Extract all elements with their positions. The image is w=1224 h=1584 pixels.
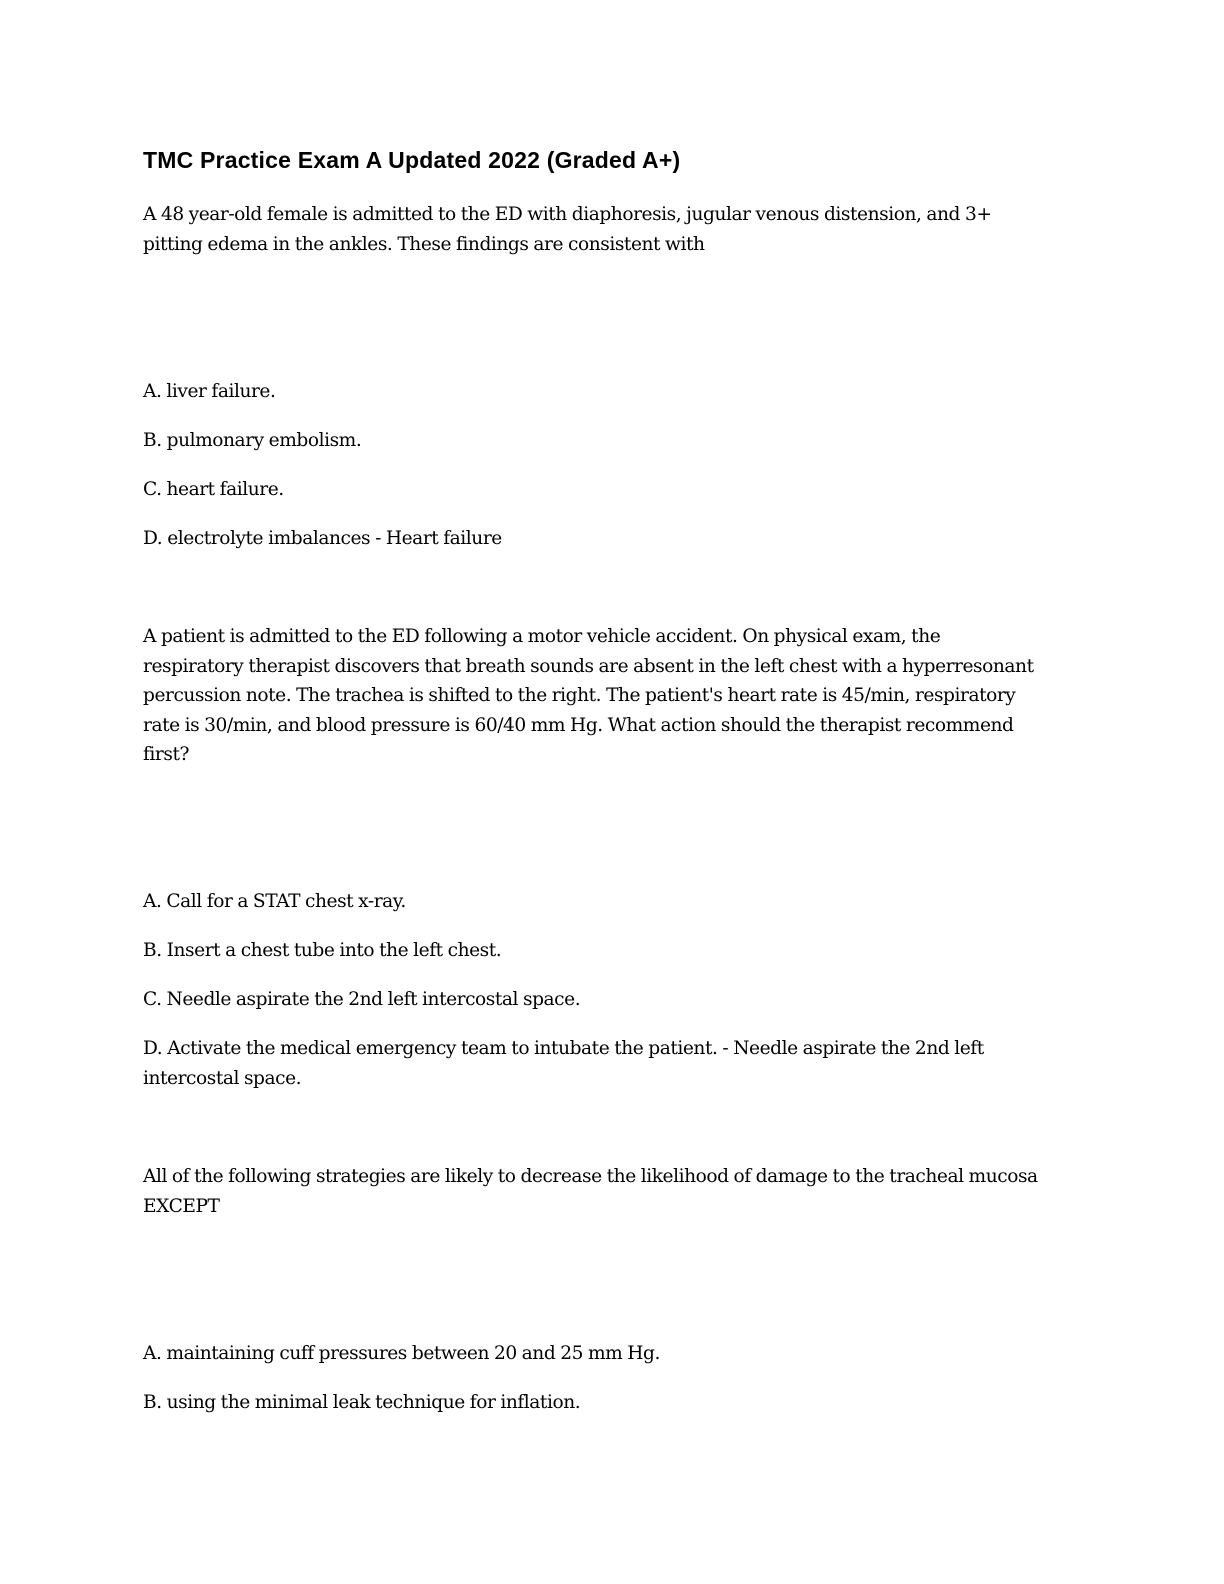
question-1-option-c	[143, 475, 1073, 505]
question-3-option-b	[143, 1388, 1073, 1418]
question-2-stem-line-1: A patient is admitted to the ED following a motor vehicle accident. On physical exam, the	[143, 626, 941, 647]
question-1-stem-line-2: pitting edema in the ankles. These findings are consistent with	[143, 233, 705, 255]
question-1-stem	[143, 200, 1073, 259]
question-2-option-a	[143, 887, 1073, 917]
option-text: B. using the minimal leak technique for inflation.	[143, 1392, 581, 1413]
option-text: A. maintaining cuff pressures between 20 and 25 mm Hg.	[143, 1343, 660, 1364]
question-3-stem-line-2: EXCEPT	[143, 1195, 220, 1217]
question-3-stem-line-1: All of the following strategies are likely to decrease the likelihood of damage to the tracheal mucosa	[143, 1166, 1038, 1187]
option-text: B. pulmonary embolism.	[143, 430, 362, 451]
question-1-stem-line-1: A 48 year-old female is admitted to the ED with diaphoresis, jugular venous distension, and 3+	[143, 204, 992, 225]
question-2-stem-line-4: rate is 30/min, and blood pressure is 60/40 mm Hg. What action should the therapist recommend	[143, 714, 1014, 736]
option-text: D. Activate the medical emergency team to intubate the patient. - Needle aspirate the 2nd left	[143, 1038, 984, 1059]
question-3-stem	[143, 1162, 1073, 1221]
question-1-option-a	[143, 377, 1073, 407]
option-text-continuation: intercostal space.	[143, 1067, 302, 1089]
option-text: C. Needle aspirate the 2nd left intercostal space.	[143, 989, 581, 1010]
option-text: A. liver failure.	[143, 381, 276, 402]
question-2-option-b	[143, 936, 1073, 966]
question-2-stem-line-5: first?	[143, 744, 189, 765]
question-2-stem	[143, 622, 1073, 770]
question-3-option-a	[143, 1339, 1073, 1369]
question-2-option-c	[143, 985, 1073, 1015]
question-2-stem-line-3: percussion note. The trachea is shifted to the right. The patient's heart rate is 45/min, respiratory	[143, 685, 1016, 706]
document-title: TMC Practice Exam A Updated 2022 (Graded A+)	[143, 147, 681, 173]
option-text: D. electrolyte imbalances - Heart failure	[143, 528, 502, 549]
option-text: C. heart failure.	[143, 479, 284, 500]
option-text: B. Insert a chest tube into the left chest.	[143, 940, 502, 961]
question-1-option-d	[143, 524, 1073, 554]
question-2-option-d	[143, 1034, 1073, 1093]
option-text: A. Call for a STAT chest x-ray.	[143, 891, 406, 912]
question-2-stem-line-2: respiratory therapist discovers that breath sounds are absent in the left chest with a hyperresonant	[143, 655, 1034, 677]
question-1-option-b	[143, 426, 1073, 456]
